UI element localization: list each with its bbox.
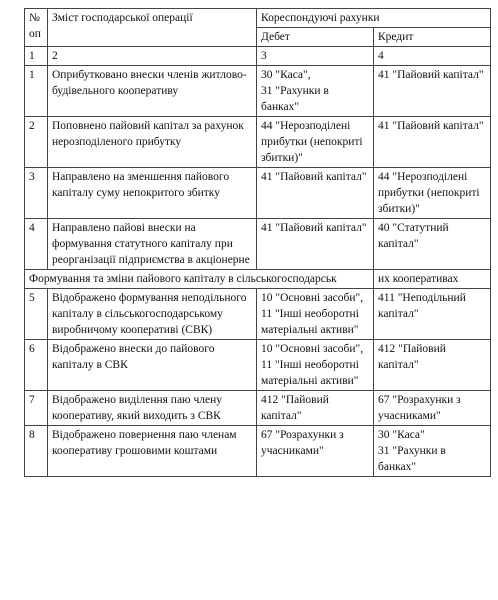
table-row [25,66,491,117]
operation-description: Відображено формування неподільного капіталу в сільськогосподарському виробничому кооперативі (СВК) [48,289,257,340]
operation-description: Відображено повернення паю членам кооперативу грошовими коштами [48,426,257,477]
credit-account: 40 "Статутний капітал" [374,219,491,270]
operation-description: Відображено внески до пайового капіталу в СВК [48,340,257,391]
header-corresponding-accounts: Кореспондуючі рахунки [257,9,491,28]
row-number: 3 [25,168,48,219]
operation-description: Направлено на зменшення пайового капіталу суму непокритого збитку [48,168,257,219]
section-heading-row [25,270,491,289]
table-row [25,340,491,391]
table-row [25,391,491,426]
operation-description: Поповнено пайовий капітал за рахунок нерозподіленого прибутку [48,117,257,168]
row-number: 2 [25,117,48,168]
row-number: 1 [25,66,48,117]
table-row [25,426,491,477]
credit-account: 41 "Пайовий капітал" [374,117,491,168]
credit-account: 44 "Нерозподілені прибутки (непокриті збитки)" [374,168,491,219]
document-page [24,8,490,477]
row-number: 5 [25,289,48,340]
section-heading-right: их кооперативах [374,270,491,289]
section-heading-left: Формування та зміни пайового капіталу в сільськогосподарськ [25,270,374,289]
credit-account: 411 "Неподільний капітал" [374,289,491,340]
entries-group-a [25,66,491,270]
operation-description: Направлено пайові внески на формування статутного капіталу при реорганізації підприємства в акціонерне [48,219,257,270]
header-operation-content: Зміст господарської операції [48,9,257,47]
operation-description: Оприбутковано внески членів житлово-будівельного кооперативу [48,66,257,117]
column-number: 3 [257,47,374,66]
column-number-row [25,47,491,66]
accounting-entries-table [24,8,491,477]
credit-account: 412 "Пайовий капітал" [374,340,491,391]
debit-account: 41 "Пайовий капітал" [257,219,374,270]
header-number: № оп [25,9,48,47]
debit-account: 67 "Розрахунки з учасниками" [257,426,374,477]
column-number: 1 [25,47,48,66]
header-credit: Кредит [374,28,491,47]
table-row [25,219,491,270]
column-number: 4 [374,47,491,66]
table-row [25,117,491,168]
header-row [25,9,491,28]
row-number: 7 [25,391,48,426]
row-number: 4 [25,219,48,270]
debit-account: 41 "Пайовий капітал" [257,168,374,219]
credit-account: 67 "Розрахунки з учасниками" [374,391,491,426]
row-number: 8 [25,426,48,477]
column-number: 2 [48,47,257,66]
entries-group-b [25,289,491,477]
row-number: 6 [25,340,48,391]
operation-description: Відображено виділення паю члену кооперативу, який виходить з СВК [48,391,257,426]
table-row [25,168,491,219]
debit-account: 30 "Каса", 31 "Рахунки в банках" [257,66,374,117]
debit-account: 10 "Основні засоби", 11 "Інші необоротні матеріальні активи" [257,289,374,340]
debit-account: 412 "Пайовий капітал" [257,391,374,426]
credit-account: 41 "Пайовий капітал" [374,66,491,117]
header-debit: Дебет [257,28,374,47]
credit-account: 30 "Каса" 31 "Рахунки в банках" [374,426,491,477]
debit-account: 44 "Нерозподілені прибутки (непокриті збитки)" [257,117,374,168]
debit-account: 10 "Основні засоби", 11 "Інші необоротні матеріальні активи" [257,340,374,391]
table-row [25,289,491,340]
